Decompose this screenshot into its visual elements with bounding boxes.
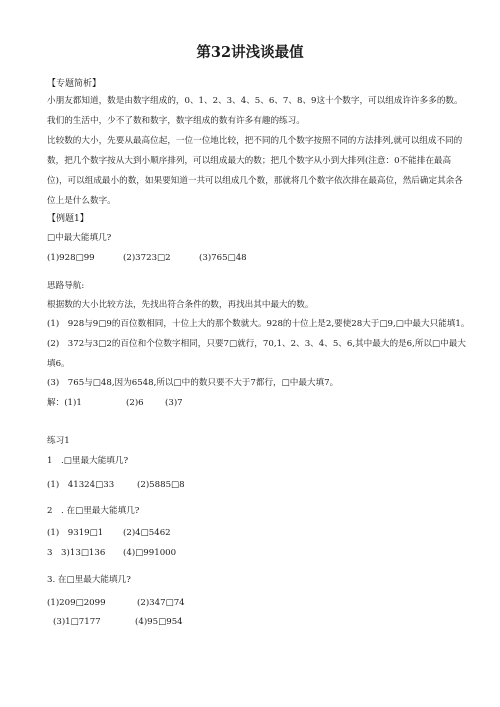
practice-q3-row-1: [47, 598, 447, 609]
practice-q2-title: 2 . 在□里最大能填几?: [47, 506, 140, 516]
answer-1: 解：(1)1: [47, 398, 82, 408]
practice-q3-item-3: (3)1□7177: [53, 617, 101, 627]
page-title: 第32讲浅谈最值: [196, 44, 304, 61]
practice-q2-row-1: [47, 528, 447, 539]
practice-q1-items: [47, 480, 447, 491]
practice-q2-item-2: (2)4□5462: [123, 528, 171, 538]
intro-line-4: 数，把几个数字按从大到小顺序排列，可以组成最大的数；把几个数字从小到大排列(注意：0不能排在最高: [47, 156, 452, 166]
answer-3: (3)7: [165, 398, 183, 408]
practice-q3-row-2: [47, 617, 447, 628]
intro-line-2: 我们的生活中，少不了数和数字，数字组成的数有许多有趣的练习。: [47, 116, 305, 126]
intro-heading: 【专题简析】: [47, 79, 102, 89]
example-question: □中最大能填几?: [47, 233, 112, 243]
intro-line-1: 小朋友都知道，数是由数字组成的，0、1、2、3、4、5、6、7、8、9这十个数字，可以组成许许多多的数。: [47, 96, 463, 106]
guide-paragraph-3: (3) 765与□48,因为6548,所以□中的数只要不大于7都行，□中最大填7。: [47, 378, 339, 388]
guide-paragraph-2: (2) 372与3□2的百位和个位数字相同，只要7□就行，70,1、2、3、4、5、6,其中最大的是6,所以□中最大: [47, 339, 466, 349]
guide-paragraph-2-cont: 填6。: [47, 359, 70, 369]
practice-q3-item-4: (4)95□954: [135, 617, 183, 627]
answer-row: [47, 398, 447, 409]
example-item-3: (3)765□48: [199, 253, 247, 263]
practice-q1-item-2: (2)5885□8: [137, 480, 185, 490]
example-item-2: (2)3723□2: [123, 253, 171, 263]
practice-q2-item-1: (1) 9319□1: [47, 528, 104, 538]
practice-q3-item-1: (1)209□2099: [47, 598, 106, 608]
intro-line-5: 位)，可以组成最小的数，如果要知道一共可以组成几个数，那就将几个数字依次排在最高位，然后确定其余各: [47, 176, 463, 186]
practice-q2-item-3: 3 3)13□136: [47, 548, 106, 558]
practice-q2-row-2: [47, 548, 447, 559]
guide-heading: 思路导航:: [47, 281, 85, 291]
intro-line-6: 位上是什么数字。: [47, 196, 116, 206]
practice-q3-item-2: (2)347□74: [137, 598, 185, 608]
practice-heading: 练习1: [47, 436, 70, 446]
guide-paragraph-1: (1) 928与9□9的百位数相同，十位上大的那个数就大。928的十位上是2,要使28大于□9,□中最大只能填1。: [47, 319, 470, 329]
example-items: [47, 253, 447, 264]
practice-q3-title: 3. 在□里最大能填几?: [47, 575, 131, 585]
guide-intro: 根据数的大小比较方法，先找出符合条件的数，再找出其中最大的数。: [47, 300, 314, 310]
example-heading: 【例题1】: [47, 214, 89, 224]
practice-q1-title: 1 .□里最大能填几?: [47, 456, 129, 466]
intro-line-3: 比较数的大小，先要从最高位起，一位一位地比较，把不同的几个数字按照不同的方法排列,就可以组成不同的: [47, 136, 463, 146]
practice-q1-item-1: (1) 41324□33: [47, 480, 115, 490]
answer-2: (2)6: [126, 398, 144, 408]
example-item-1: (1)928□99: [47, 253, 95, 263]
practice-q2-item-4: (4)□991000: [123, 548, 177, 558]
